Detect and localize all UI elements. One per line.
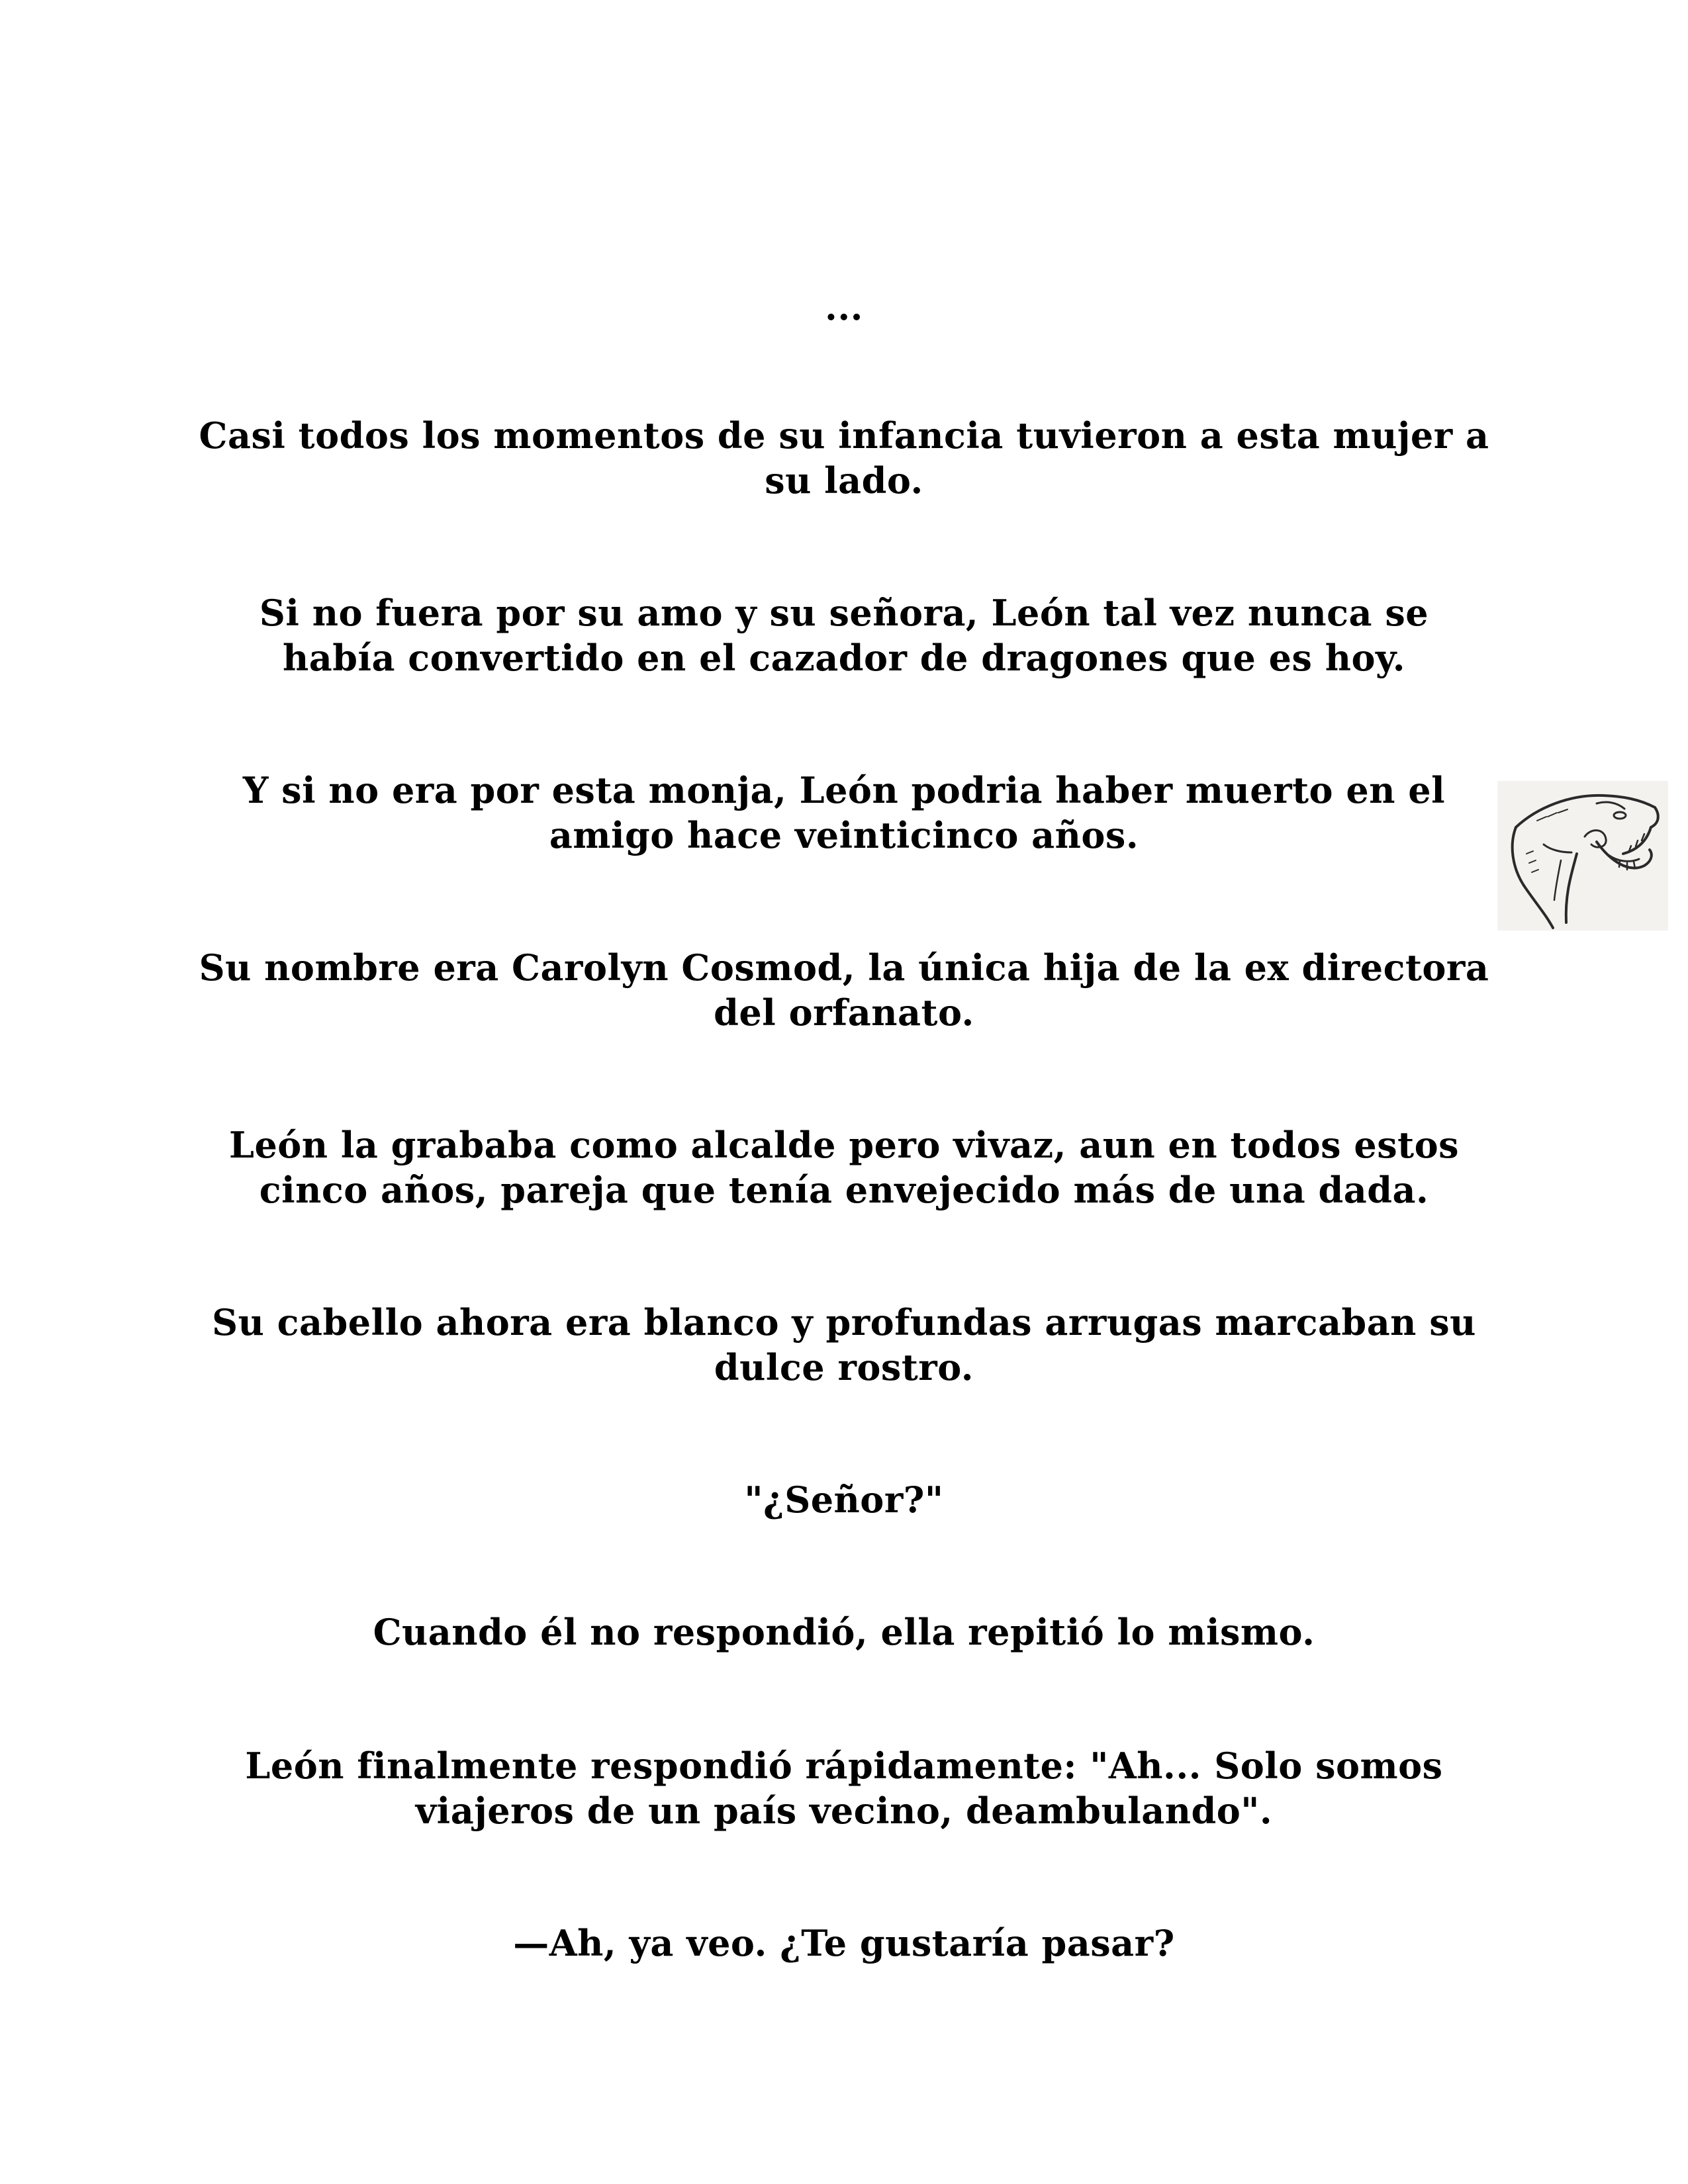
dialogue-line-final: —Ah, ya veo. ¿Te gustaría pasar? [513, 1922, 1175, 1964]
paragraph-5: León la grababa como alcalde pero vivaz, aun en todos estos cinco años, pareja que tenía envejecido más de una dada. [228, 1124, 1460, 1211]
paragraph-1: Casi todos los momentos de su infancia tuvieron a esta mujer a su lado. [199, 414, 1489, 502]
paragraph-4: Su nombre era Carolyn Cosmod, la única hija de la ex directora del orfanato. [199, 946, 1489, 1034]
paragraph-8: Cuando él no respondió, ella repitió lo mismo. [373, 1611, 1315, 1653]
paragraph-2: Si no fuera por su amo y su señora, León tal vez nunca se había convertido en el cazador de dragones que es hoy. [259, 592, 1429, 679]
dinosaur-sketch-icon [1497, 781, 1668, 931]
paragraph-6: Su cabello ahora era blanco y profundas arrugas marcaban su dulce rostro. [212, 1301, 1476, 1388]
dialogue-line-senor: "¿Señor?" [744, 1479, 944, 1521]
paragraph-9: León finalmente respondió rápidamente: "Ah... Solo somos viajeros de un país vecino, deambulando". [245, 1745, 1443, 1832]
paragraph-3: Y si no era por esta monja, León podria haber muerto en el amigo hace veinticinco años. [242, 769, 1446, 856]
scene-break: ... [825, 286, 863, 328]
